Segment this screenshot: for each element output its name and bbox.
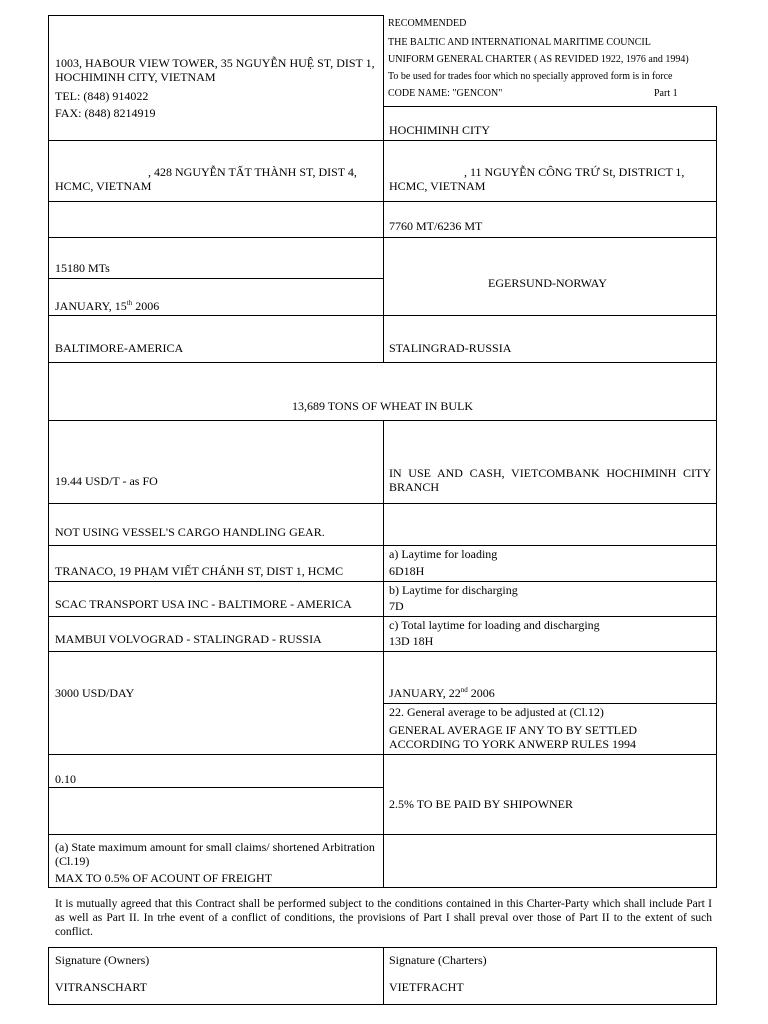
- cargo-gear-value: NOT USING VESSEL'S CARGO HANDLING GEAR.: [55, 525, 325, 539]
- expected-ready-year: 2006: [132, 299, 160, 313]
- cancelling-date: JANUARY, 22: [389, 686, 461, 700]
- header-part: Part 1: [654, 88, 678, 99]
- loading-port-value: BALTIMORE-AMERICA: [55, 341, 184, 355]
- broker-address-2: HOCHIMINH CITY, VIETNAM: [55, 70, 216, 84]
- cancelling-year: 2006: [467, 686, 495, 700]
- charterers-line-2: HCMC, VIETNAM: [389, 179, 486, 193]
- commission-lower-box: [48, 787, 384, 835]
- broker-tel: TEL: (848) 914022: [55, 89, 149, 103]
- gear-right-box: [383, 503, 717, 546]
- shippers-value: TRANACO, 19 PHẠM VIẾT CHÁNH ST, DIST 1, HCMC: [55, 564, 344, 578]
- arbitration-value: MAX TO 0.5% OF ACOUNT OF FREIGHT: [55, 871, 273, 885]
- header-charter: UNIFORM GENERAL CHARTER ( AS REVIDED 1922, 1976 and 1994): [388, 54, 689, 65]
- agreement-text: It is mutually agreed that this Contract shall be performed subject to the conditions contained in this Charter-Party which shall include Part I as well as Part II. In trhe event of a conflict of conditions, the provisions of Part I shall preval over those of Part II to the extent of such conflict.: [55, 898, 712, 938]
- place-value: HOCHIMINH CITY: [389, 123, 490, 137]
- position-value: EGERSUND-NORWAY: [488, 276, 607, 290]
- signature-owners-name: VITRANSCHART: [55, 980, 147, 994]
- owners-line-2: HCMC, VIETNAM: [55, 179, 152, 193]
- header-council: THE BALTIC AND INTERNATIONAL MARITIME COUNCIL: [388, 37, 651, 48]
- owners-line-1: , 428 NGUYỄN TẤT THÀNH ST, DIST 4,: [148, 165, 357, 179]
- signature-owners-label: Signature (Owners): [55, 953, 150, 967]
- expected-ready-suffix: th: [126, 299, 133, 307]
- header-usage: To be used for trades foor which no specially approved form is in force: [388, 71, 673, 82]
- laytime-a-value: 6D18H: [389, 564, 425, 578]
- header-code-name: CODE NAME: "GENCON": [388, 88, 503, 99]
- arbitration-right-box: [383, 834, 717, 888]
- cancelling-value: [389, 686, 495, 700]
- cancelling-suffix: nd: [460, 686, 468, 694]
- expected-ready-value: [55, 299, 159, 313]
- general-average-value-1: GENERAL AVERAGE IF ANY TO BY SETTLED: [389, 723, 638, 737]
- agents-discharge-value: MAMBUI VOLVOGRAD - STALINGRAD - RUSSIA: [55, 632, 322, 646]
- general-average-label: 22. General average to be adjusted at (Cl.12): [389, 705, 604, 719]
- laytime-c-label: c) Total laytime for loading and discharging: [389, 618, 600, 632]
- brokerage-value: 2.5% TO BE PAID BY SHIPOWNER: [389, 797, 574, 811]
- demurrage-box: [48, 651, 384, 755]
- loading-port-box: [48, 315, 384, 363]
- commission-box: [48, 754, 384, 788]
- header-recommended: RECOMMENDED: [388, 18, 467, 29]
- general-average-value-2: ACCORDING TO YORK ANWERP RULES 1994: [389, 737, 637, 751]
- cargo-value: 13,689 TONS OF WHEAT IN BULK: [291, 399, 474, 413]
- arbitration-label-2: (Cl.19): [55, 854, 90, 868]
- demurrage-value: 3000 USD/DAY: [55, 686, 135, 700]
- laytime-c-value: 13D 18H: [389, 634, 434, 648]
- discharging-port-box: [383, 315, 717, 363]
- charterers-line-1: , 11 NGUYỄN CÔNG TRỨ St, DISTRICT 1,: [464, 165, 685, 179]
- signature-charterers-label: Signature (Charters): [389, 953, 487, 967]
- cargo-capacity-value: 15180 MTs: [55, 261, 110, 275]
- freight-payment-value: IN USE AND CASH, VIETCOMBANK HOCHIMINH CITY BRANCH: [389, 466, 711, 494]
- laytime-b-label: b) Laytime for discharging: [389, 583, 518, 597]
- freight-rate-value: 19.44 USD/T - as FO: [55, 474, 158, 488]
- commission-value: 0.10: [55, 772, 76, 786]
- expected-ready-date: JANUARY, 15: [55, 299, 127, 313]
- tonnage-value: 7760 MT/6236 MT: [389, 219, 483, 233]
- vessel-box: [48, 201, 384, 238]
- laytime-b-value: 7D: [389, 599, 404, 613]
- agents-load-value: SCAC TRANSPORT USA INC - BALTIMORE - AMERICA: [55, 597, 352, 611]
- arbitration-label-1: (a) State maximum amount for small claims/ shortened Arbitration: [55, 840, 375, 854]
- freight-rate-box: [48, 420, 384, 504]
- signature-charterers-name: VIETFRACHT: [389, 980, 464, 994]
- broker-fax: FAX: (848) 8214919: [55, 106, 156, 120]
- discharging-port-value: STALINGRAD-RUSSIA: [389, 341, 512, 355]
- brokerage-box: [383, 754, 717, 835]
- broker-address-1: 1003, HABOUR VIEW TOWER, 35 NGUYỄN HUỆ ST, DIST 1,: [55, 56, 375, 70]
- laytime-a-label: a) Laytime for loading: [389, 547, 498, 561]
